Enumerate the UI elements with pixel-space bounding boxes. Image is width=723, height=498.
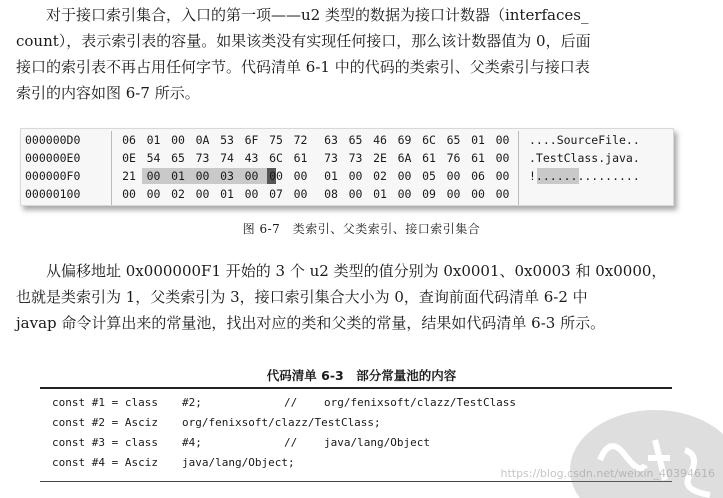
hex-byte: 00: [293, 169, 308, 183]
hex-byte: 06: [471, 169, 485, 183]
hex-byte: 61: [422, 151, 436, 165]
hex-byte: 0A: [195, 133, 210, 147]
code-listing-title: 代码清单 6-3 部分常量池的内容: [266, 368, 457, 383]
hex-byte: 00: [195, 187, 210, 201]
hex-byte: 43: [244, 151, 259, 165]
hex-byte: 00: [244, 187, 259, 201]
hex-byte: 00: [269, 169, 283, 183]
code-constant-decl: const #1 = class: [52, 396, 158, 409]
watermark-url: https://blog.csdn.net/weixin_40394616: [500, 467, 715, 480]
paragraph-offset-explanation: [16, 258, 716, 336]
paragraph-line: javap 命令计算出来的常量池，找出对应的类和父类的常量，结果如代码清单 6-3 所示。: [16, 314, 606, 332]
hex-byte: 00: [397, 169, 412, 183]
paragraph-line: 也就是类索引为 1，父类索引为 3，接口索引集合大小为 0，查询前面代码清单 6-2 中: [16, 288, 588, 306]
hex-byte: 00: [495, 151, 510, 165]
hex-byte: 73: [324, 151, 338, 165]
hex-byte: 54: [146, 151, 161, 165]
paragraph-line: 接口的索引表不再占用任何字节。代码清单 6-1 中的代码的类索引、父类索引与接口表: [16, 58, 590, 76]
hex-byte: 01: [146, 133, 161, 147]
hex-byte: 6C: [269, 151, 283, 165]
hex-byte: 73: [195, 151, 210, 165]
hex-byte: 00: [348, 187, 363, 201]
hex-byte: 01: [324, 169, 338, 183]
code-comment-text: org/fenixsoft/clazz/TestClass: [324, 396, 517, 409]
hex-address: 000000E0: [25, 151, 81, 165]
code-constant-decl: const #3 = class: [52, 436, 158, 449]
hex-byte: 2E: [373, 151, 387, 165]
hex-byte: 00: [397, 187, 412, 201]
hex-byte: 63: [324, 133, 338, 147]
hex-byte: 05: [422, 169, 436, 183]
code-comment-marker: //: [284, 396, 298, 409]
hex-byte: 07: [269, 187, 283, 201]
hex-byte: 02: [171, 187, 185, 201]
hex-byte: 61: [471, 151, 485, 165]
hex-byte: 03: [220, 169, 234, 183]
hex-byte: 09: [422, 187, 436, 201]
hex-row: [21, 149, 675, 167]
paragraph-line: 索引的内容如图 6-7 所示。: [16, 84, 200, 102]
hex-byte: 01: [471, 133, 485, 147]
hex-ascii: .TestClass.java.: [529, 151, 640, 165]
code-constant-value: org/fenixsoft/clazz/TestClass;: [182, 416, 381, 429]
code-comment-marker: //: [284, 436, 298, 449]
hex-byte: 00: [122, 187, 136, 201]
hex-byte: 00: [495, 133, 510, 147]
figure-caption: 图 6-7 类索引、父类索引、接口索引集合: [242, 222, 481, 236]
hex-byte: 00: [244, 169, 259, 183]
hex-byte: 00: [495, 169, 510, 183]
hex-byte: 02: [373, 169, 387, 183]
code-constant-decl: const #2 = Asciz: [52, 416, 158, 429]
hex-byte: 00: [195, 169, 210, 183]
paragraph-line: 对于接口索引集合，入口的第一项——u2 类型的数据为接口计数器（interfaces_: [46, 6, 589, 24]
hex-address: 00000100: [25, 187, 81, 201]
hex-byte: 74: [220, 151, 234, 165]
hex-byte: 01: [373, 187, 387, 201]
hex-byte: 6F: [244, 133, 259, 147]
hex-row: [21, 131, 675, 149]
hex-byte: 6A: [397, 151, 412, 165]
hex-byte: 06: [122, 133, 136, 147]
hex-byte: 53: [220, 133, 234, 147]
hex-address: 000000F0: [25, 169, 81, 183]
hex-byte: 65: [348, 133, 363, 147]
hex-byte: 61: [293, 151, 308, 165]
hex-byte: 00: [171, 133, 185, 147]
hex-byte: 73: [348, 151, 363, 165]
paragraph-line: count），表示索引表的容量。如果该类没有实现任何接口，那么该计数器值为 0，后面: [16, 32, 591, 50]
hex-byte: 65: [446, 133, 461, 147]
hex-byte: 00: [293, 187, 308, 201]
hex-ascii: ....SourceFile..: [529, 133, 640, 147]
hex-address: 000000D0: [25, 133, 81, 147]
hex-row: [21, 185, 675, 203]
listing-top-rule: [40, 387, 672, 389]
hex-byte: 72: [293, 133, 308, 147]
hex-byte: 69: [397, 133, 412, 147]
hex-dump-figure: [20, 128, 674, 206]
hex-byte: 21: [122, 169, 136, 183]
code-comment-text: java/lang/Object: [324, 436, 430, 449]
code-constant-value: java/lang/Object;: [182, 456, 295, 469]
hex-byte: 01: [220, 187, 234, 201]
code-constant-ref: #4;: [182, 436, 202, 449]
paragraph-interface-index: [16, 2, 716, 106]
hex-byte: 00: [348, 169, 363, 183]
hex-byte: 46: [373, 133, 387, 147]
hex-byte: 75: [269, 133, 283, 147]
paragraph-line: 从偏移地址 0x000000F1 开始的 3 个 u2 类型的值分别为 0x0001、0x0003 和 0x0000，: [46, 262, 667, 280]
hex-byte: 0E: [122, 151, 136, 165]
hex-byte: 00: [146, 169, 161, 183]
hex-byte: 00: [495, 187, 510, 201]
code-constant-decl: const #4 = Asciz: [52, 456, 158, 469]
hex-byte: 00: [446, 187, 461, 201]
seal-watermark-image: [560, 400, 723, 498]
hex-byte: 00: [446, 169, 461, 183]
hex-byte: 65: [171, 151, 185, 165]
hex-byte: 76: [446, 151, 461, 165]
hex-row: [21, 167, 675, 185]
hex-byte: 00: [146, 187, 161, 201]
hex-byte: 00: [471, 187, 485, 201]
hex-byte: 6C: [422, 133, 436, 147]
hex-byte: 08: [324, 187, 338, 201]
hex-ascii: !...............: [529, 169, 640, 183]
code-constant-ref: #2;: [182, 396, 202, 409]
hex-byte: 01: [171, 169, 185, 183]
